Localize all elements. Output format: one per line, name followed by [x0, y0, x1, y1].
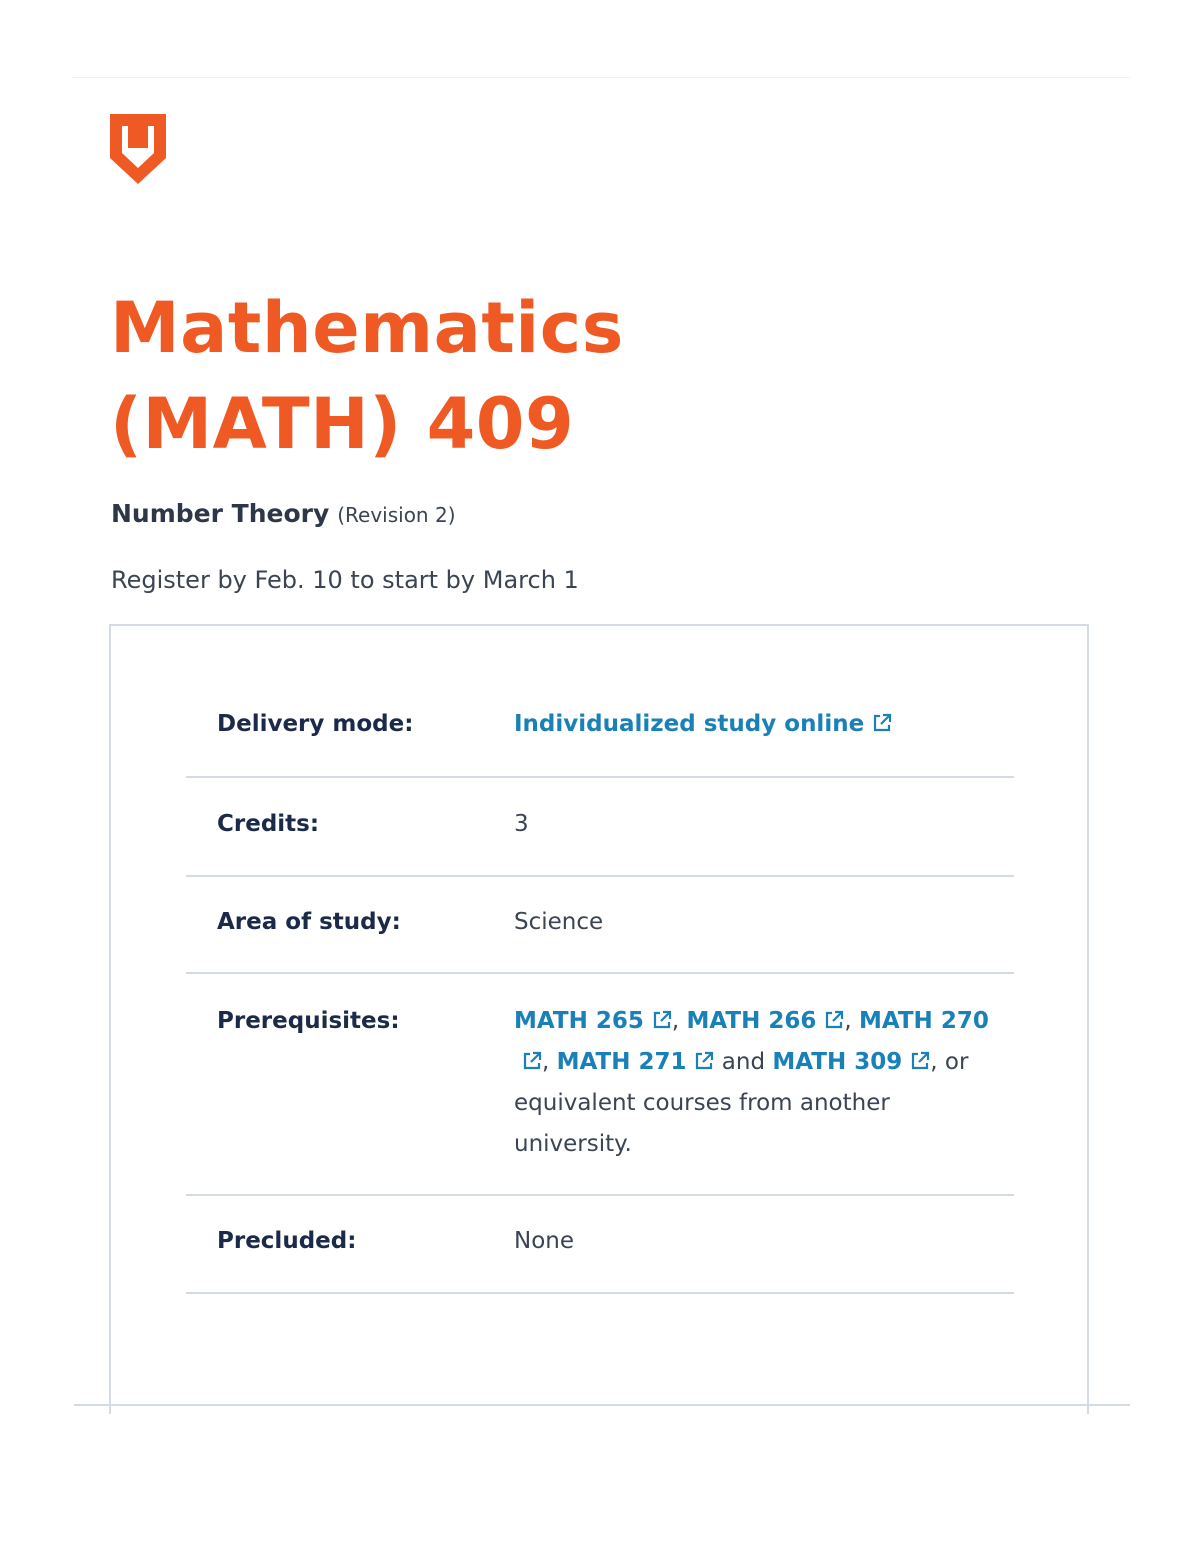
- course-subtitle: [111, 496, 456, 533]
- prereq-separator: ,: [844, 1008, 859, 1034]
- detail-label: Precluded:: [217, 1228, 357, 1254]
- course-revision: (Revision 2): [337, 503, 456, 527]
- detail-row-prerequisites: [186, 972, 1014, 1196]
- page-title-line2: (MATH) 409: [110, 383, 575, 465]
- page-title: [110, 280, 810, 472]
- registration-deadline: Register by Feb. 10 to start by March 1: [111, 566, 579, 594]
- detail-label: Credits:: [217, 811, 320, 837]
- prereq-link-text: MATH 266: [686, 1008, 817, 1034]
- external-link-icon: [652, 1010, 672, 1030]
- detail-value: [514, 704, 994, 745]
- prereq-separator: and: [714, 1049, 773, 1075]
- detail-label: Delivery mode:: [217, 711, 414, 737]
- delivery-mode-link-text: Individualized study online: [514, 711, 865, 737]
- external-link-icon: [522, 1051, 542, 1071]
- detail-row-credits: [186, 776, 1014, 877]
- detail-label: Area of study:: [217, 909, 401, 935]
- detail-row-delivery-mode: [186, 682, 1014, 778]
- bottom-divider: [74, 1404, 1130, 1406]
- course-name: Number Theory: [111, 499, 330, 528]
- prereq-separator: , or equivalent courses from another university.: [514, 1049, 969, 1157]
- page-title-line1: Mathematics: [110, 287, 624, 369]
- delivery-mode-link[interactable]: [514, 711, 892, 737]
- prereq-link-text: MATH 265: [514, 1008, 644, 1034]
- external-link-icon: [872, 713, 892, 733]
- prereq-link-text: MATH 270: [858, 1008, 989, 1034]
- prereq-link-text: MATH 309: [772, 1049, 903, 1075]
- detail-label: Prerequisites:: [217, 1008, 400, 1034]
- detail-value: 3: [514, 811, 529, 837]
- external-link-icon: [694, 1051, 714, 1071]
- detail-row-precluded: [186, 1194, 1014, 1294]
- prereq-link-math-309[interactable]: [772, 1049, 930, 1075]
- detail-row-area-of-study: [186, 875, 1014, 974]
- detail-value: None: [514, 1228, 575, 1254]
- external-link-icon: [910, 1051, 930, 1071]
- prereq-link-text: MATH 271: [556, 1049, 687, 1075]
- external-link-icon: [824, 1010, 844, 1030]
- prereq-link-math-266[interactable]: [686, 1008, 844, 1034]
- detail-value: Science: [514, 909, 604, 935]
- top-divider: [72, 77, 1130, 78]
- prereq-link-math-271[interactable]: [557, 1049, 715, 1075]
- shield-logo-icon: [110, 114, 166, 184]
- prereq-separator: ,: [671, 1008, 687, 1034]
- prereq-separator: ,: [542, 1049, 557, 1075]
- detail-value: [514, 1001, 994, 1165]
- prereq-link-math-265[interactable]: [514, 1008, 672, 1034]
